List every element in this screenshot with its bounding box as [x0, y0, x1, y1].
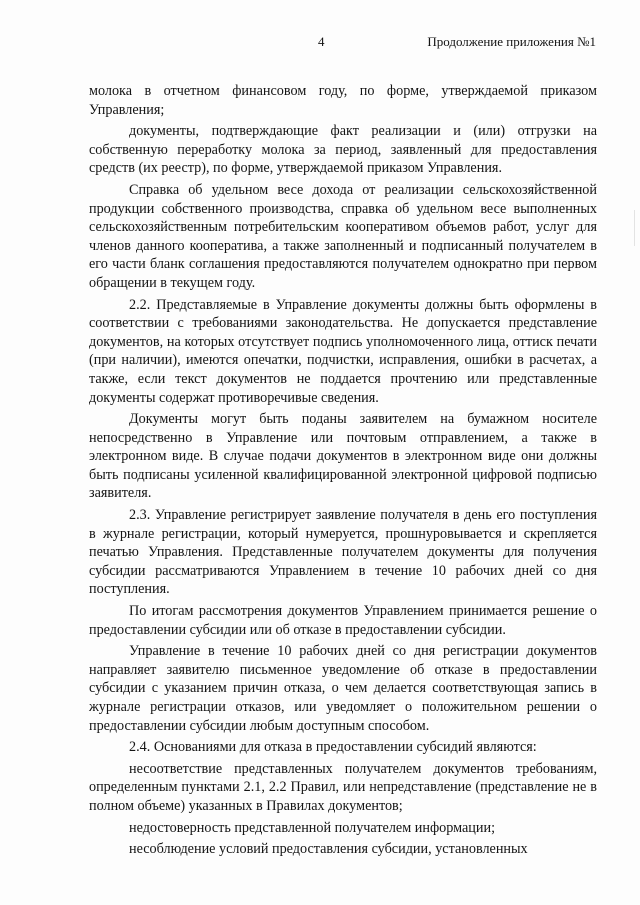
paragraph: документы, подтверждающие факт реализации и (или) отгрузки на собственную переработку молока за период, заявленный для предоставления средств (их реестр), по форме, утверждаемой приказом Управления. [89, 123, 597, 177]
document-body [89, 82, 597, 859]
paragraph: несоблюдение условий предоставления субсидии, установленных [129, 841, 528, 858]
scan-edge-mark [634, 210, 638, 246]
page-number: 4 [318, 34, 325, 49]
paragraph: Управление в течение 10 рабочих дней со дня регистрации документов направляет заявителю письменное уведомление об отказе в предоставлении субсидии с указанием причин отказа, о чем делается соответствующая запись в журнале регистрации отказов, или уведомляет о положительном решении о предоставлении субсидии любым доступным способом. [89, 643, 597, 734]
paragraph: Справка об удельном весе дохода от реализации сельскохозяйственной продукции собственного производства, справка об удельном весе выполненных сельскохозяйственным потребительским кооперативом объемов работ, услуг для членов данного кооператива, а также заполненный и подписанный получателем в его части бланк соглашения предоставляются получателем однократно при первом обращении в текущем году. [89, 181, 597, 291]
paragraph: молока в отчетном финансовом году, по форме, утверждаемой приказом Управления; [89, 83, 597, 118]
paragraph: По итогам рассмотрения документов Управлением принимается решение о предоставлении субсидии или об отказе в предоставлении субсидии. [89, 603, 597, 638]
appendix-continuation: Продолжение приложения №1 [427, 34, 596, 49]
paragraph: Документы могут быть поданы заявителем на бумажном носителе непосредственно в Управление или почтовым отправлением, а также в электронном виде. В случае подачи документов в электронном виде они должны быть подписаны усиленной квалифицированной электронной цифровой подписью заявителя. [89, 411, 597, 502]
section-2-4: 2.4. Основаниями для отказа в предоставлении субсидий являются: [129, 739, 537, 756]
paragraph: недостоверность представленной получателем информации; [129, 819, 496, 836]
section-2-2: 2.2. Представляемые в Управление документы должны быть оформлены в соответствии с требованиями законодательства. Не допускается представление документов, на которых отсутствует подпись уполномоченного лица, оттиск печати (при наличии), имеются опечатки, подчистки, исправления, ошибки в расчетах, а также, если текст документов не поддается прочтению или представленные документы содержат противоречивые сведения. [89, 296, 597, 406]
paragraph: несоответствие представленных получателем документов требованиям, определенным пунктами 2.1, 2.2 Правил, или непредставление (представление не в полном объеме) указанных в Правилах документов; [89, 760, 597, 814]
section-2-3: 2.3. Управление регистрирует заявление получателя в день его поступления в журнале регистрации, который нумеруется, прошнуровывается и скрепляется печатью Управления. Представленные получателем документы для получения субсидии рассматриваются Управлением в течение 10 рабочих дней со дня поступления. [89, 507, 597, 598]
